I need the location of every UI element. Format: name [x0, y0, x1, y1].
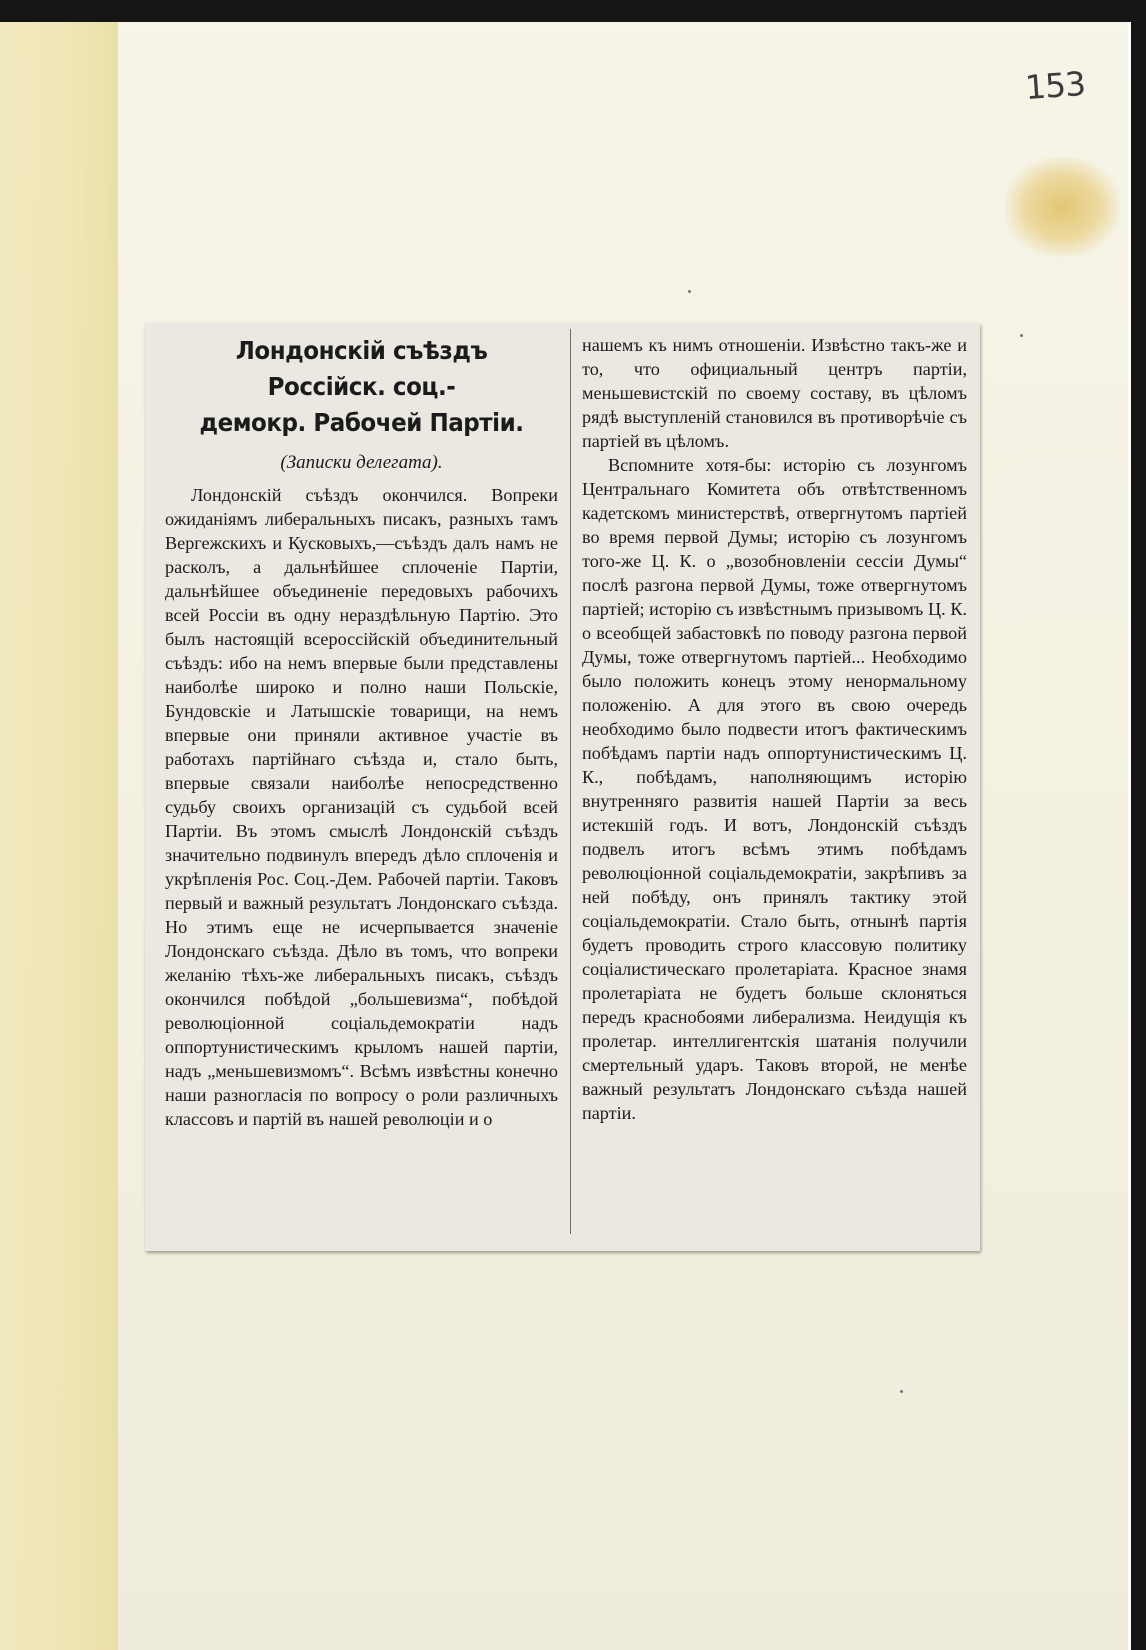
handwritten-page-number: 153 [1023, 63, 1087, 108]
left-column [165, 333, 558, 1131]
mounting-strip [0, 22, 118, 1650]
article-title-line-2: демокр. Рабочей Партіи. [199, 408, 524, 437]
paper-speck [688, 290, 691, 293]
newspaper-clipping [145, 323, 980, 1251]
paper-speck [1020, 334, 1023, 337]
column-divider [570, 329, 571, 1234]
paper-speck [900, 1390, 903, 1393]
article-title-line-1: Лондонскій съѣздъ Россійск. соц.- [235, 336, 488, 401]
article-paragraph-right-2: Вспомните хотя-бы: исторію съ лозунгомъ Центральнаго Комитета объ отвѣтственномъ кадетскомъ министерствѣ, отвергнутомъ партіей во время первой Думы; исторію съ лозунгомъ того-же Ц. К. о „возобновленіи сессіи Думы“ послѣ разгона первой Думы, тоже отвергнутомъ партіей; исторію съ извѣстнымъ призывомъ Ц. К. о всеобщей забастовкѣ по поводу разгона первой Думы, тоже отвергнутомъ партіей... Необходимо было положить конецъ этому ненормальному положенію. А для этого въ свою очередь необходимо было подвести итогъ фактическимъ побѣдамъ партіи надъ оппортунистическимъ Ц. К., побѣдамъ, наполняющимъ исторію внутренняго развитія нашей Партіи за весь истекшій годъ. И вотъ, Лондонскій съѣздъ подвелъ итогъ всѣмъ этимъ побѣдамъ революціонной соціальдемократіи, закрѣпивъ за ней побѣду, онъ принялъ тактику этой соціальдемократіи. Стало быть, отнынѣ партія будетъ проводить строго классовую политику соціалистическаго пролетаріата. Красное знамя пролетаріата не будетъ больше склоняться передъ краснобоями либерализма. Неидущія къ пролетар. интеллигентскія шатанія получили смертельный ударъ. Таковъ второй, не менѣе важный результатъ Лондонскаго съѣзда нашей партіи. [582, 455, 967, 1123]
article-subtitle: (Записки делегата). [280, 452, 443, 473]
paper-stain [1005, 157, 1120, 257]
article-paragraph-left: Лондонскій съѣздъ окончился. Вопреки ожиданіямъ либеральныхъ писакъ, разныхъ тамъ Вергежскихъ и Кусковыхъ,—съѣздъ далъ намъ не расколъ, а дальнѣйшее сплоченіе Партіи, дальнѣйшее объединеніе передовыхъ рабочихъ всей Россіи въ одну нераздѣльную Партію. Это былъ настоящій всероссійскій объединительный съѣздъ: ибо на немъ впервые были представлены наиболѣе широко и полно наши Польскіе, Бундовскіе и Латышскіе товарищи, на немъ впервые они приняли активное участіе въ работахъ партійнаго съѣзда и, стало быть, впервые связали наиболѣе непосредственно судьбу своихъ организацій съ судьбой всей Партіи. Въ этомъ смыслѣ Лондонскій съѣздъ значительно подвинулъ впередъ дѣло сплоченія и укрѣпленія Рос. Соц.-Дем. Рабочей партіи. Таковъ первый и важный результатъ Лондонскаго съѣзда. Но этимъ еще не исчерпывается значеніе Лондонскаго съѣзда. Дѣло въ томъ, что вопреки желанію тѣхъ-же либеральныхъ писакъ, съѣздъ окончился побѣдой „большевизма“, побѣдой революціонной соціальдемократіи надъ оппортунистическимъ крыломъ нашей партіи, надъ „меньшевизмомъ“. Всѣмъ извѣстны конечно наши разногласія по вопросу о роли различныхъ классовъ и партій въ нашей революціи и о [165, 485, 558, 1129]
right-column [582, 333, 967, 1125]
article-title [181, 333, 543, 441]
article-paragraph-right-1: нашемъ къ нимъ отношеніи. Извѣстно такъ-же и то, что официальный центръ партіи, меньшевистскій по своему составу, въ цѣломъ рядѣ выступленій становился въ противорѣчіе съ партіей въ цѣломъ. [582, 335, 967, 451]
